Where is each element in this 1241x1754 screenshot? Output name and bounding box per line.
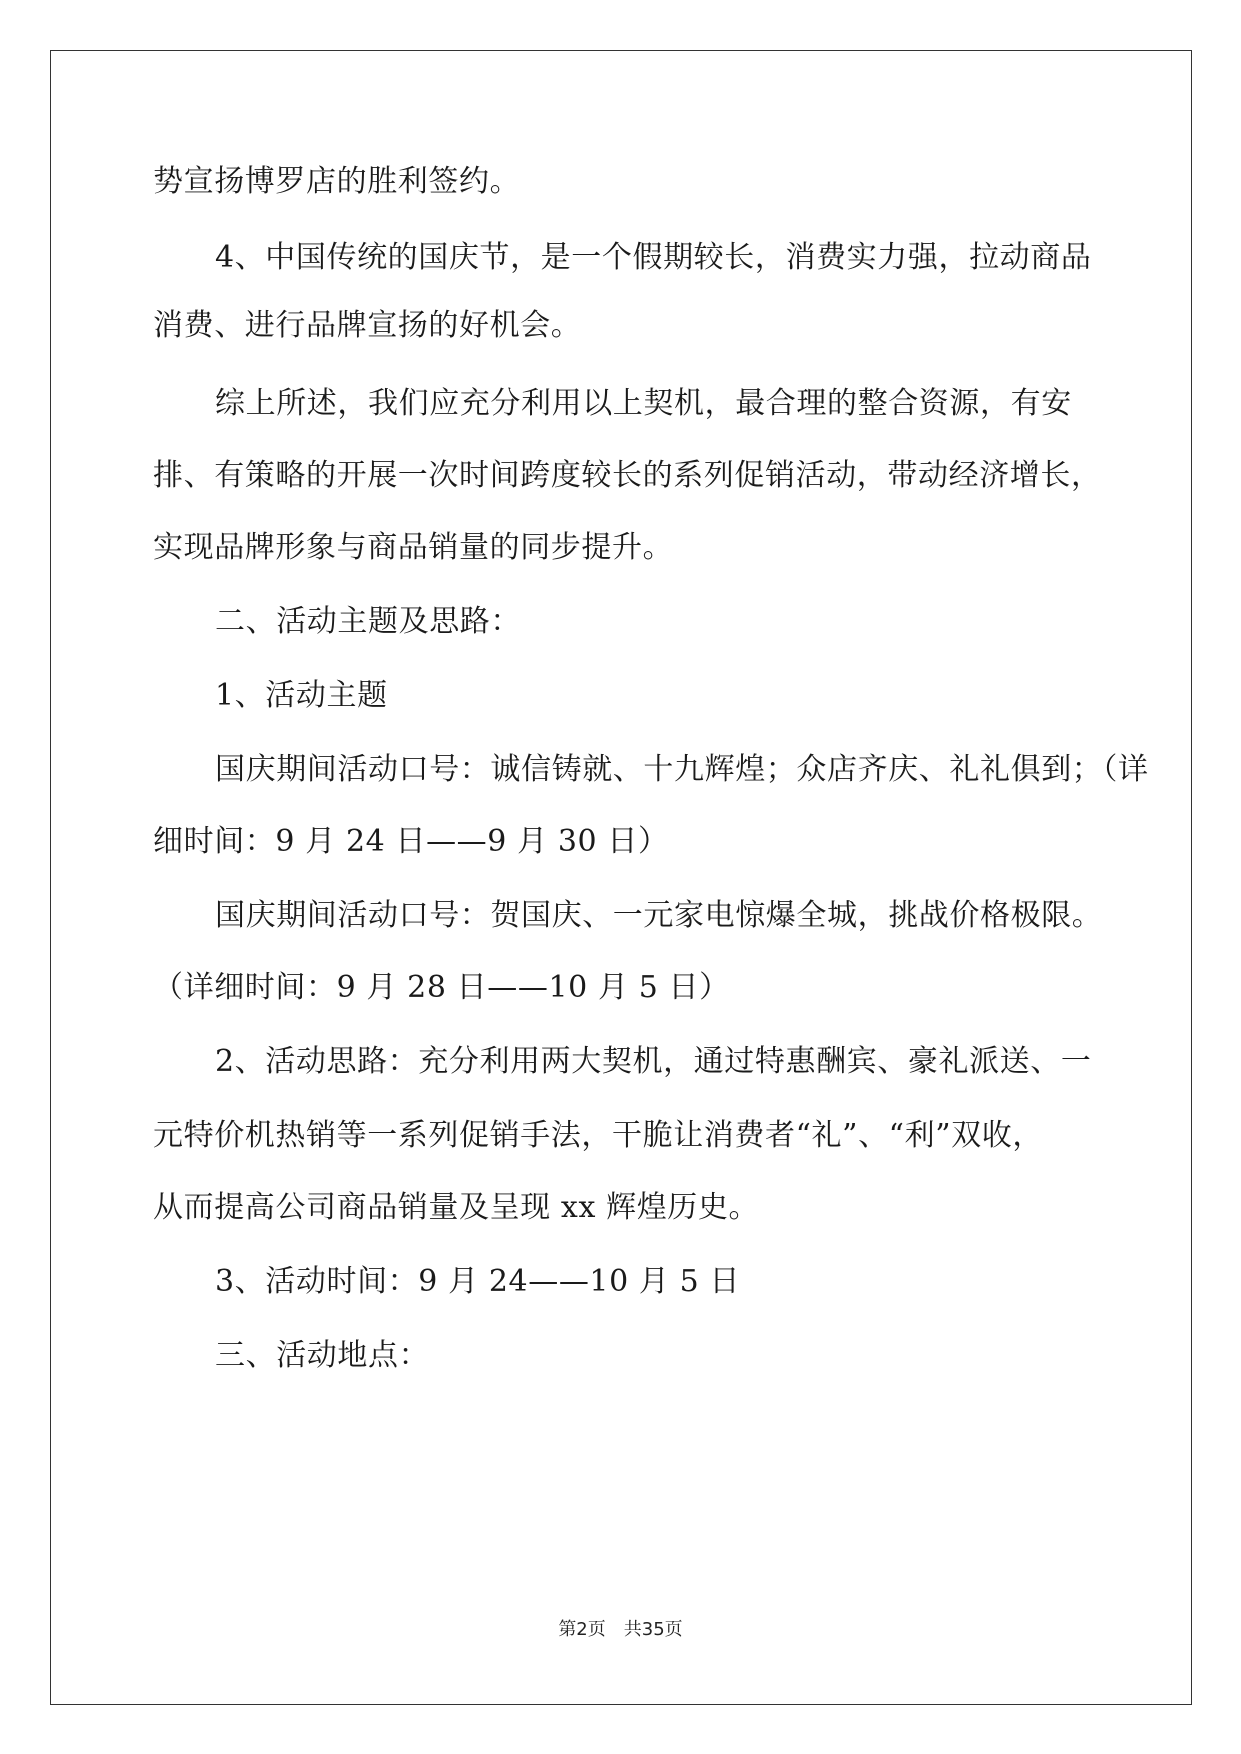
text-line: 消费、进行品牌宣扬的好机会。 [153,308,582,343]
text-line: 元特价机热销等一系列促销手法，干脆让消费者“礼”、“利”双收， [153,1118,1043,1153]
section-heading: 二、活动主题及思路： [215,604,521,639]
subsection-heading: 1、活动主题 [215,678,388,713]
text-line: 2、活动思路：充分利用两大契机，通过特惠酬宾、豪礼派送、一 [215,1044,1092,1079]
text-line: 势宣扬博罗店的胜利签约。 [153,164,521,199]
text-line: （详细时间：9 月 28 日——10 月 5 日） [153,970,730,1005]
text-line: 综上所述，我们应充分利用以上契机，最合理的整合资源，有安 [215,386,1072,421]
page-footer [0,1618,1241,1642]
page-number: 第2页 [558,1619,606,1640]
text-line: 细时间：9 月 24 日——9 月 30 日） [153,824,669,859]
text-line: 国庆期间活动口号：贺国庆、一元家电惊爆全城，挑战价格极限。 [215,898,1103,933]
text-line: 从而提高公司商品销量及呈现 xx 辉煌历史。 [153,1190,760,1225]
page-border [50,50,1192,1705]
section-heading: 三、活动地点： [215,1338,430,1373]
text-line: 国庆期间活动口号：诚信铸就、十九辉煌；众店齐庆、礼礼俱到；（详 [215,752,1149,787]
text-line: 排、有策略的开展一次时间跨度较长的系列促销活动，带动经济增长， [153,458,1102,493]
text-line: 4、中国传统的国庆节，是一个假期较长，消费实力强，拉动商品 [215,240,1092,275]
page-total: 共35页 [623,1619,683,1640]
text-line: 实现品牌形象与商品销量的同步提升。 [153,530,674,565]
text-line: 3、活动时间：9 月 24——10 月 5 日 [215,1264,741,1299]
